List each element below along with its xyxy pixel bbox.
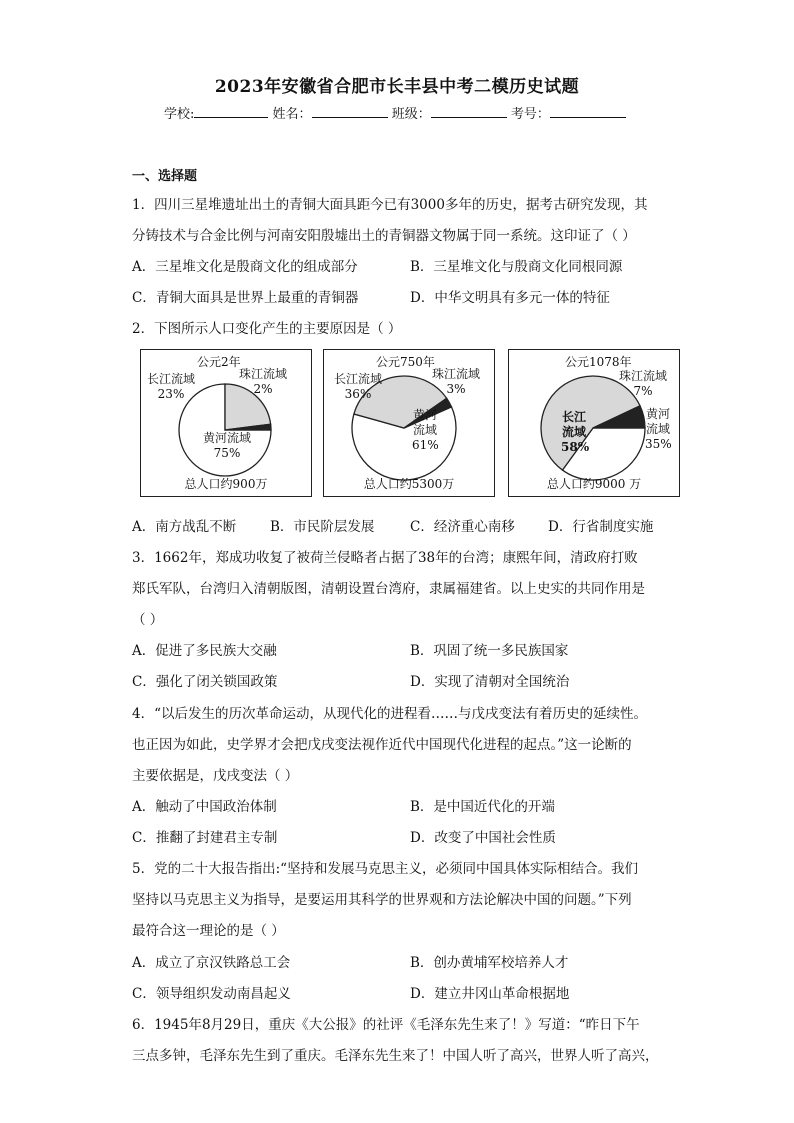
- label-changjiang: [147, 372, 195, 402]
- chart-title: 公元750年: [376, 355, 435, 369]
- label-zhujiang-name: 珠江流域: [239, 367, 288, 381]
- label-huanghe-value: 61%: [412, 438, 439, 452]
- label-changjiang: [561, 410, 590, 455]
- label-huanghe-name: 黄河流域: [645, 407, 670, 436]
- q6-line-1: 6．1945年8月29日，重庆《大公报》的社评《毛泽东先生来了！》写道：“昨日下午: [132, 1017, 640, 1033]
- q6-line-2: 三点多钟，毛泽东先生到了重庆。毛泽东先生来了！中国人听了高兴，世界人听了高兴，: [132, 1048, 659, 1064]
- exam-no-label: 考号：: [510, 107, 550, 122]
- label-huanghe-value: 35%: [645, 437, 672, 451]
- q4-option-c[interactable]: C．推翻了封建君主专制: [132, 830, 278, 846]
- q4-line-2: 也正因为如此，史学界才会把戊戌变法视作近代中国现代化进程的起点。”这一论断的: [132, 737, 632, 753]
- exam-no-blank: [550, 105, 626, 118]
- label-changjiang-name: 长江流域: [147, 372, 196, 386]
- q4-line-1: 4．“以后发生的历次革命运动，从现代化的进程看……与戊戌变法有着历史的延续性。: [132, 706, 647, 722]
- label-huanghe: [412, 408, 438, 453]
- q5-line-1: 5．党的二十大报告指出:“坚持和发展马克思主义，必须同中国具体实际相结合。我们: [132, 861, 639, 877]
- pie-chart-year-1078: [508, 349, 680, 497]
- label-huanghe: [645, 407, 671, 452]
- school-blank: [194, 105, 268, 118]
- q4-option-d[interactable]: D．改变了中国社会性质: [410, 830, 556, 846]
- class-label: 班级：: [391, 107, 431, 122]
- page-title: 2023年安徽省合肥市长丰县中考二模历史试题: [214, 77, 580, 97]
- q3-option-d[interactable]: D．实现了清朝对全国统治: [410, 674, 570, 690]
- label-huanghe-value: 75%: [213, 446, 241, 460]
- q2-line-1: 2．下图所示人口变化产生的主要原因是（ ）: [132, 321, 402, 337]
- label-changjiang-name: 长江流域: [334, 372, 383, 386]
- q3-line-1: 3．1662年，郑成功收复了被荷兰侵略者占据了38年的台湾；康熙年间，清政府打败: [132, 550, 638, 566]
- student-info-row: [164, 103, 626, 122]
- q5-option-c[interactable]: C．领导组织发动南昌起义: [132, 986, 291, 1002]
- q1-option-d[interactable]: D．中华文明具有多元一体的特征: [410, 290, 610, 306]
- pie-chart-year-750: [323, 349, 495, 497]
- section-heading: 一、选择题: [132, 169, 198, 184]
- q5-option-a[interactable]: A．成立了京汉铁路总工会: [132, 955, 291, 971]
- chart-footer: 总人口约900万: [184, 477, 268, 491]
- label-zhujiang: [432, 367, 480, 397]
- q3-line-3: （ ）: [132, 612, 164, 628]
- label-huanghe-name: 黄河流域: [203, 431, 252, 445]
- q2-option-b[interactable]: B．市民阶层发展: [270, 519, 375, 535]
- label-huanghe: [203, 431, 251, 461]
- label-huanghe-name: 黄河流域: [412, 408, 437, 437]
- label-zhujiang: [239, 367, 287, 397]
- q1-option-c[interactable]: C．青铜大面具是世界上最重的青铜器: [132, 290, 359, 306]
- label-changjiang-value: 58%: [561, 440, 590, 454]
- label-zhujiang-value: 2%: [253, 382, 273, 396]
- q5-option-b[interactable]: B．创办黄埔军校培养人才: [410, 955, 569, 971]
- school-label: 学校:: [164, 107, 195, 122]
- q4-option-b[interactable]: B．是中国近代化的开端: [410, 799, 555, 815]
- q3-option-a[interactable]: A．促进了多民族大交融: [132, 643, 277, 659]
- label-zhujiang: [619, 369, 667, 399]
- chart-title: 公元1078年: [565, 355, 632, 369]
- q5-option-d[interactable]: D．建立井冈山革命根据地: [410, 986, 570, 1002]
- q5-line-2: 坚持以马克思主义为指导，是要运用其科学的世界观和方法论解决中国的问题。”下列: [132, 892, 632, 908]
- q3-option-c[interactable]: C．强化了闭关锁国政策: [132, 674, 278, 690]
- chart-title: 公元2年: [197, 355, 241, 369]
- name-blank: [312, 105, 388, 118]
- chart-footer: 总人口约5300万: [363, 477, 455, 491]
- label-zhujiang-name: 珠江流域: [619, 369, 668, 383]
- q1-line-1: 1．四川三星堆遗址出土的青铜大面具距今已有3000多年的历史，据考古研究发现，其: [132, 197, 648, 213]
- label-changjiang-value: 23%: [157, 387, 185, 401]
- label-zhujiang-value: 7%: [633, 384, 653, 398]
- q2-option-a[interactable]: A．南方战乱不断: [132, 519, 237, 535]
- label-changjiang-name: 长江流域: [561, 410, 586, 439]
- q1-line-2: 分铸技术与合金比例与河南安阳殷墟出土的青铜器文物属于同一系统。这印证了（ ）: [132, 228, 636, 244]
- q4-option-a[interactable]: A．触动了中国政治体制: [132, 799, 277, 815]
- chart-footer: 总人口约9000 万: [546, 477, 642, 491]
- q1-option-b[interactable]: B．三星堆文化与殷商文化同根同源: [410, 259, 623, 275]
- q2-option-c[interactable]: C．经济重心南移: [410, 519, 515, 535]
- q3-line-2: 郑氏军队，台湾归入清朝版图，清朝设置台湾府，隶属福建省。以上史实的共同作用是: [132, 581, 645, 597]
- q4-line-3: 主要依据是，戊戌变法（ ）: [132, 768, 299, 784]
- q5-line-3: 最符合这一理论的是（ ）: [132, 923, 285, 939]
- q3-option-b[interactable]: B．巩固了统一多民族国家: [410, 643, 569, 659]
- label-changjiang: [334, 372, 382, 402]
- pie-chart-year-2: [140, 349, 312, 497]
- population-pie-charts: [140, 349, 672, 497]
- label-zhujiang-value: 3%: [446, 382, 466, 396]
- label-zhujiang-name: 珠江流域: [432, 367, 481, 381]
- label-changjiang-value: 36%: [344, 387, 372, 401]
- q1-option-a[interactable]: A．三星堆文化是殷商文化的组成部分: [132, 259, 358, 275]
- class-blank: [431, 105, 507, 118]
- name-label: 姓名：: [272, 107, 312, 122]
- q2-option-d[interactable]: D．行省制度实施: [548, 519, 654, 535]
